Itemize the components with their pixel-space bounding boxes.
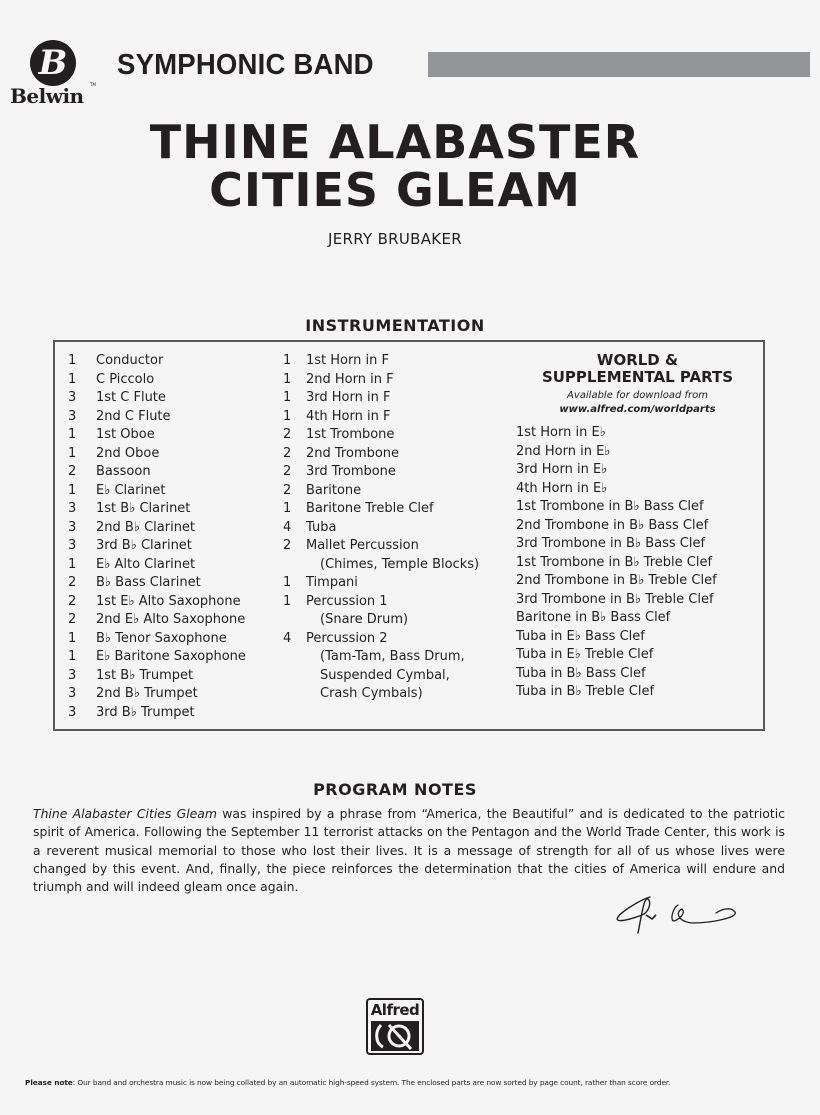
world-part-item: 1st Horn in E♭: [516, 425, 606, 440]
world-parts-list: [515, 424, 760, 702]
instrument-quantity: 4: [283, 519, 292, 535]
world-part-item: 1st Trombone in B♭ Bass Clef: [516, 499, 704, 514]
instrument-name: 4th Horn in F: [306, 408, 391, 424]
instrument-quantity: 1: [283, 390, 292, 405]
world-part-item: 2nd Trombone in B♭ Bass Clef: [516, 517, 709, 533]
instrument-name: Tuba: [306, 519, 337, 535]
instrument-name: 1st Oboe: [96, 427, 155, 442]
instrument-row: [65, 648, 285, 667]
collation-note-text: : Our band and orchestra music is now being collated by an automatic high-speed system. The enclosed parts are now sorted by page count, rather than score order.: [72, 1078, 671, 1087]
world-part-item: Baritone in B♭ Bass Clef: [516, 610, 671, 625]
instrument-name: B♭ Tenor Saxophone: [96, 630, 227, 646]
instrument-name: 2nd C Flute: [96, 408, 171, 424]
instrument-quantity: 1: [68, 353, 77, 368]
instrument-quantity: 3: [68, 501, 77, 516]
instrument-quantity: 3: [68, 390, 77, 405]
instrument-quantity: 2: [283, 445, 292, 461]
instrument-name: 1st Horn in F: [306, 353, 389, 368]
program-notes-title-italic: Thine Alabaster Cities Gleam: [33, 806, 217, 821]
instrument-row: [65, 371, 285, 390]
instrument-name: 1st E♭ Alto Saxophone: [96, 593, 241, 609]
instrument-quantity: 2: [283, 538, 292, 553]
instrument-row: [280, 519, 520, 538]
instrument-quantity: 4: [283, 630, 292, 646]
world-parts-title-line-2: SUPPLEMENTAL PARTS: [541, 368, 734, 386]
instrument-name: 2nd E♭ Alto Saxophone: [96, 612, 246, 627]
instrument-name: E♭ Baritone Saxophone: [96, 649, 246, 664]
instrument-row: [65, 537, 285, 556]
instrument-row: [280, 463, 520, 482]
instrument-row: [65, 519, 285, 538]
world-parts-panel: [515, 352, 760, 702]
instrument-name: Baritone: [306, 482, 362, 498]
trademark-mark: TM: [90, 82, 96, 87]
instrument-row: [65, 667, 285, 686]
instrument-row: [65, 500, 285, 519]
world-part-item: Tuba in E♭ Bass Clef: [516, 628, 645, 644]
instrument-name: E♭ Clarinet: [96, 482, 166, 498]
instrument-detail: Crash Cymbals): [320, 686, 423, 701]
instrument-name: C Piccolo: [96, 371, 155, 387]
program-notes-heading: PROGRAM NOTES: [313, 780, 477, 799]
instrument-quantity: 1: [68, 482, 77, 498]
instrument-quantity: 1: [68, 427, 77, 442]
world-parts-subtitle: Available for download from: [567, 390, 708, 401]
instrument-name: B♭ Bass Clarinet: [96, 575, 201, 590]
alfred-logo-mark-icon: [371, 1021, 419, 1051]
instrument-row: [280, 352, 520, 371]
instrument-quantity: 3: [68, 686, 77, 701]
instrument-row: [65, 482, 285, 501]
signature-icon: [612, 893, 742, 937]
instrument-row: [65, 352, 285, 371]
instrument-name: Conductor: [96, 353, 164, 368]
instrument-name: Baritone Treble Clef: [306, 501, 434, 516]
title-line-1: THINE ALABASTER: [149, 115, 641, 169]
instrument-quantity: 3: [68, 667, 77, 683]
instrument-quantity: 2: [283, 427, 292, 442]
instrument-row: [280, 445, 520, 464]
instrument-quantity: 2: [68, 464, 77, 479]
instrument-name: Percussion 1: [306, 593, 388, 609]
instrument-quantity: 1: [68, 445, 77, 461]
instrument-row: [280, 371, 520, 390]
instrument-row: [280, 574, 520, 593]
instrument-quantity: 3: [68, 519, 77, 535]
instrument-quantity: 1: [283, 501, 292, 516]
instrument-name: 1st C Flute: [96, 390, 166, 405]
instrument-quantity: 2: [68, 575, 77, 590]
instrumentation-heading: INSTRUMENTATION: [305, 316, 485, 335]
series-label: SYMPHONIC BAND: [117, 49, 374, 81]
instrument-row: [65, 611, 285, 630]
world-part-item: 2nd Horn in E♭: [516, 443, 611, 459]
instrument-quantity: 1: [68, 649, 77, 664]
instrumentation-box: [53, 340, 765, 731]
composer-name: JERRY BRUBAKER: [328, 230, 462, 248]
collation-note-label: Please note: [25, 1078, 73, 1087]
instrument-name: Timpani: [306, 575, 358, 590]
world-part-item: 3rd Trombone in B♭ Bass Clef: [516, 536, 706, 551]
instrument-quantity: 2: [283, 482, 292, 498]
series-bar: [428, 52, 810, 77]
world-parts-url-link[interactable]: www.alfred.com/worldparts: [559, 404, 716, 415]
instrument-quantity: 3: [68, 408, 77, 424]
instrument-row: [280, 389, 520, 408]
instrument-name: E♭ Alto Clarinet: [96, 556, 196, 572]
world-parts-title-line-1: WORLD &: [596, 351, 679, 369]
instrument-row: [280, 500, 520, 519]
instrument-quantity: 1: [68, 371, 77, 387]
instrument-row: [65, 704, 285, 723]
instrument-row: [65, 556, 285, 575]
instrument-quantity: 1: [283, 575, 292, 590]
instrument-name: 2nd Horn in F: [306, 371, 394, 387]
world-part-item: 3rd Horn in E♭: [516, 462, 608, 477]
world-part-item: Tuba in B♭ Treble Clef: [516, 684, 655, 699]
instrument-name: 2nd B♭ Trumpet: [96, 686, 198, 701]
instrument-name: 3rd Trombone: [306, 464, 396, 479]
instrument-detail: (Tam-Tam, Bass Drum,: [320, 649, 465, 664]
instrument-name: 1st B♭ Clarinet: [96, 501, 191, 516]
instrument-row: [65, 426, 285, 445]
instrument-row: [280, 630, 520, 649]
collation-note: [25, 1078, 815, 1087]
instrument-name: 3rd B♭ Trumpet: [96, 704, 195, 720]
instrument-row: [65, 408, 285, 427]
instrument-name: 2nd Trombone: [306, 445, 400, 461]
world-part-item: 3rd Trombone in B♭ Treble Clef: [516, 591, 714, 607]
instrument-quantity: 1: [68, 630, 77, 646]
instrument-quantity: 3: [68, 538, 77, 553]
instrument-detail: (Chimes, Temple Blocks): [320, 556, 480, 572]
instrument-row: [280, 537, 520, 556]
belwin-logo: [10, 40, 110, 110]
program-notes-body: was inspired by a phrase from “America, the Beautiful” and is dedicated to the patriotic spirit of America. Following the September 11 terrorist attacks on the Pentagon and the World Trade Center, this work is a reverent musical memorial to those who lost their lives. It is a message of strength for all of us whose lives were changed by this event. And, finally, the piece reinforces the determination that the cities of America will endure and triumph and will indeed gleam once again.: [33, 806, 785, 895]
instrument-quantity: 1: [283, 353, 292, 368]
alfred-logo-text: Alfred: [370, 1001, 420, 1019]
alfred-logo: [366, 998, 424, 1055]
instrument-name: 2nd Oboe: [96, 445, 160, 461]
instrument-column-1: [65, 352, 285, 722]
instrument-name: 3rd Horn in F: [306, 390, 391, 405]
instrument-detail: (Snare Drum): [320, 612, 409, 627]
world-part-item: 4th Horn in E♭: [516, 480, 608, 496]
instrument-row: [65, 463, 285, 482]
instrument-quantity: 1: [283, 371, 292, 387]
instrument-detail: Suspended Cymbal,: [320, 667, 450, 683]
instrument-row: [65, 389, 285, 408]
instrument-name: 1st B♭ Trumpet: [96, 667, 194, 683]
piece-title: [0, 115, 790, 217]
world-part-item: 2nd Trombone in B♭ Treble Clef: [516, 573, 717, 588]
instrument-quantity: 2: [68, 612, 77, 627]
instrument-name: 1st Trombone: [306, 427, 395, 442]
instrument-name: Percussion 2: [306, 630, 388, 646]
instrument-row: [65, 685, 285, 704]
publisher-name: Belwin: [10, 84, 84, 108]
instrument-quantity: 1: [283, 593, 292, 609]
instrument-name: Bassoon: [96, 464, 151, 479]
instrument-row: [280, 482, 520, 501]
world-part-item: Tuba in E♭ Treble Clef: [516, 647, 654, 662]
world-parts-title: [515, 352, 760, 386]
instrument-name: 3rd B♭ Clarinet: [96, 538, 192, 553]
instrument-quantity: 1: [283, 408, 292, 424]
instrument-quantity: 2: [68, 593, 77, 609]
instrument-row: [65, 574, 285, 593]
instrument-name: 2nd B♭ Clarinet: [96, 519, 196, 535]
instrument-quantity: 3: [68, 704, 77, 720]
world-part-item: 1st Trombone in B♭ Treble Clef: [516, 554, 713, 570]
instrument-row: [280, 408, 520, 427]
world-part-item: Tuba in B♭ Bass Clef: [516, 665, 646, 681]
instrument-name: Mallet Percussion: [306, 538, 419, 553]
program-notes-text: [33, 805, 785, 896]
belwin-logo-letter: B: [38, 43, 68, 83]
title-line-2: CITIES GLEAM: [209, 163, 581, 217]
instrument-row: [65, 630, 285, 649]
instrument-quantity: 2: [283, 464, 292, 479]
instrument-row: [65, 445, 285, 464]
instrument-quantity: 1: [68, 556, 77, 572]
instrument-column-2: [280, 352, 520, 704]
instrument-row: [65, 593, 285, 612]
instrument-row: [280, 426, 520, 445]
instrument-row: [280, 593, 520, 612]
